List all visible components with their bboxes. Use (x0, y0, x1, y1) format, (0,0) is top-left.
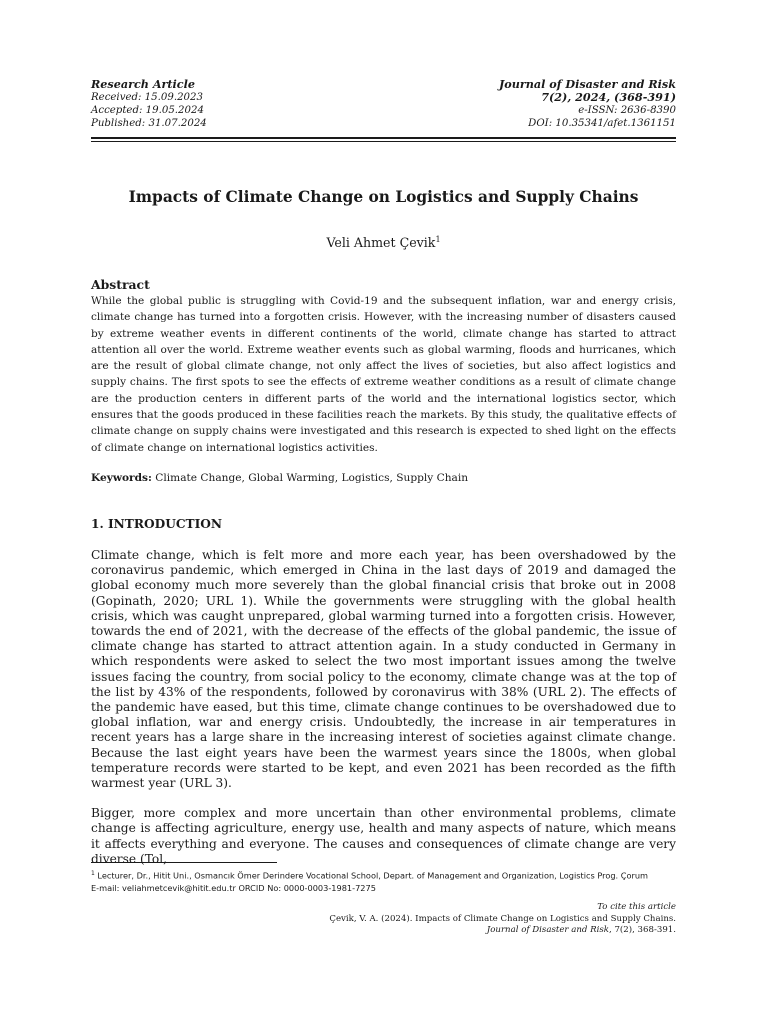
citation-tail: , 7(2), 368-391. (608, 925, 676, 935)
accepted-date: Accepted: 19.05.2024 (91, 105, 204, 116)
section-body (91, 548, 676, 882)
author-name: Veli Ahmet Çevik (326, 235, 436, 251)
article-type: Research Article (91, 77, 195, 91)
keywords-line (91, 472, 468, 484)
received-date: Received: 15.09.2023 (91, 92, 203, 103)
journal-name: Journal of Disaster and Risk (498, 77, 676, 91)
citation-block (91, 902, 676, 937)
author-line (91, 235, 676, 250)
journal-info (499, 78, 676, 130)
article-header (91, 78, 676, 128)
footnote-contact: E-mail: veliahmetcevik@hitit.edu.tr ORCID No: 0000-0003-1981-7275 (91, 882, 376, 893)
keywords-text: Climate Change, Global Warming, Logistics, Supply Chain (151, 472, 469, 484)
footnote (91, 868, 676, 894)
keywords-label: Keywords: (91, 472, 152, 484)
journal-volume: 7(2), 2024, (368-391) (541, 90, 676, 104)
published-date: Published: 31.07.2024 (91, 118, 207, 129)
footnote-mark: 1 (91, 870, 95, 877)
abstract-heading: Abstract (91, 277, 150, 292)
header-rule (91, 137, 676, 142)
body-paragraph: Climate change, which is felt more and more each year, has been overshadowed by the coronavirus pandemic, which emerged in China in the last days of 2019 and damaged the global economy much more severely than the global financial crisis that broke out in 2008 (Gopinath, 2020; URL 1). While the governments were struggling with the global health crisis, which was caught unprepared, global warming turned into a forgotten crisis. However, towards the end of 2021, with the decrease of the effects of the global pandemic, the issue of climate change has started to attract attention again. In a study conducted in Germany in which respondents were asked to select the two most important issues among the twelve issues facing the country, from social policy to the economy, climate change was at the top of the list by 43% of the respondents, followed by coronavirus with 38% (URL 2). The effects of the pandemic have eased, but this time, climate change continues to be overshadowed due to global inflation, war and energy crisis. Undoubtedly, the increase in air temperatures in recent years has a large share in the increasing interest of societies against climate change. Because the last eight years have been the warmest years since the 1800s, when global temperature records were started to be kept, and even 2021 has been recorded as the fifth warmest year (URL 3). (91, 548, 676, 791)
citation-journal-line (91, 925, 676, 937)
footnote-rule (91, 862, 277, 863)
paper-page (91, 0, 676, 1024)
citation-line: Çevik, V. A. (2024). Impacts of Climate Change on Logistics and Supply Chains. (329, 913, 676, 924)
body-paragraph: Bigger, more complex and more uncertain than other environmental problems, climate change is affecting agriculture, energy use, health and many aspects of nature, which means it affects everything and everyone. The causes and consequences of climate change are very diverse (Tol, (91, 806, 676, 866)
journal-doi: DOI: 10.35341/afet.1361151 (528, 118, 676, 129)
section-heading: 1. INTRODUCTION (91, 517, 223, 531)
footnote-affiliation: Lecturer, Dr., Hitit Uni., Osmancık Ömer Derindere Vocational School, Depart. of Management and Organization, Logistics Prog. Çorum (94, 870, 649, 881)
article-dates (91, 78, 207, 130)
journal-eissn: e-ISSN: 2636-8390 (578, 105, 676, 116)
author-footnote-mark: 1 (435, 235, 441, 244)
footnote-line (91, 868, 676, 882)
abstract-text: While the global public is struggling with Covid-19 and the subsequent inflation, war and energy crisis, climate change has turned into a forgotten crisis. However, with the increasing number of disasters caused by extreme weather events in different continents of the world, climate change has started to attract attention all over the world. Extreme weather events such as global warming, floods and hurricanes, which are the result of global climate change, not only affect the lives of societies, but also affect logistics and supply chains. The first spots to see the effects of extreme weather conditions as a result of climate change are the production centers in different parts of the world and the international logistics sector, which ensures that the goods produced in these facilities reach the markets. By this study, the qualitative effects of climate change on supply chains were investigated and this research is expected to shed light on the effects of climate change on international logistics activities. (91, 295, 676, 454)
citation-journal: Journal of Disaster and Risk (486, 925, 609, 935)
paper-title: Impacts of Climate Change on Logistics and Supply Chains (128, 188, 639, 206)
citation-label: To cite this article (597, 902, 676, 912)
